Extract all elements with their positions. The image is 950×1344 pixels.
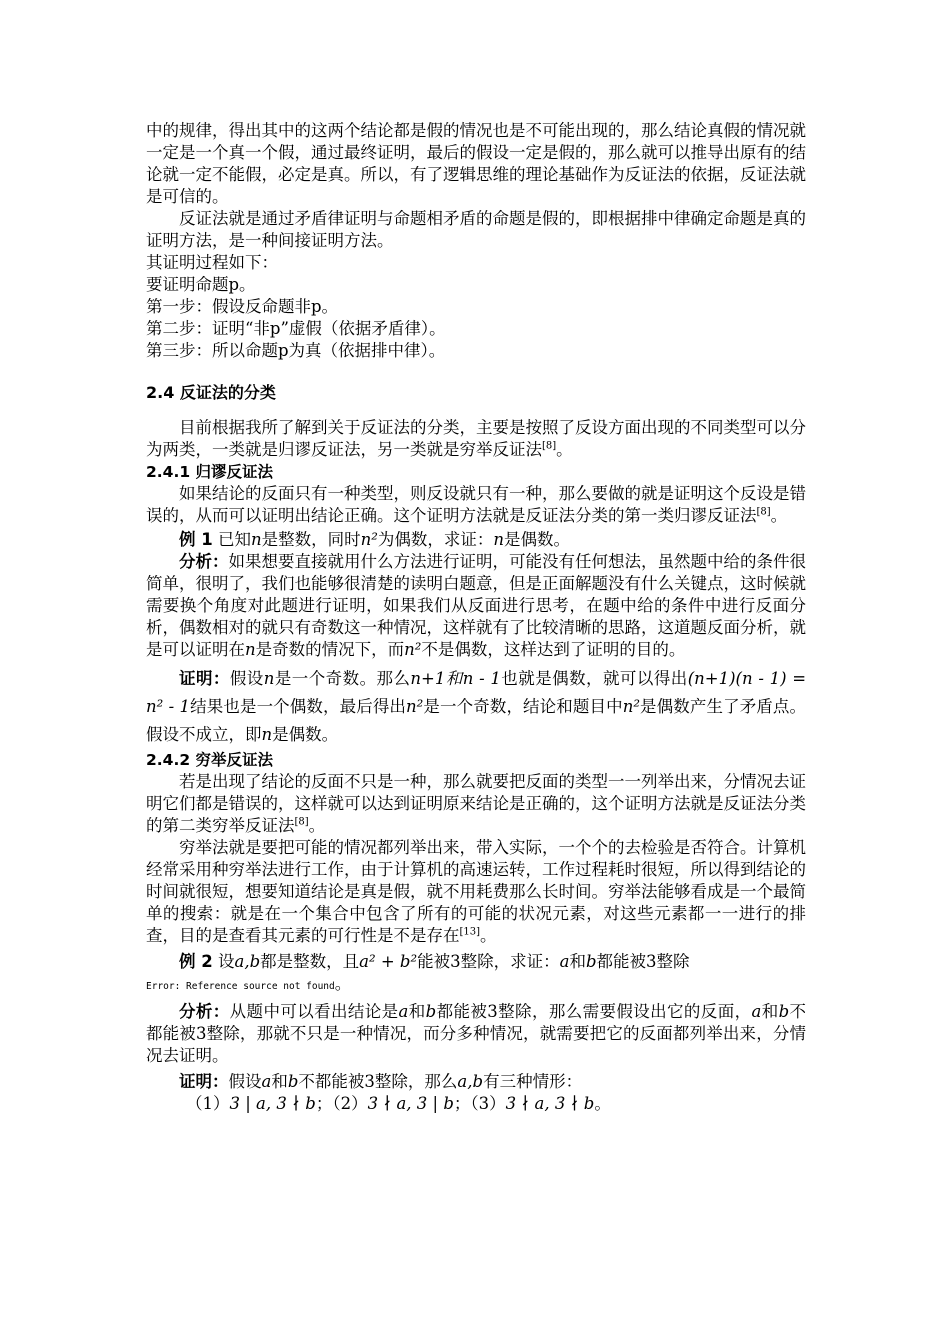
citation: [8] xyxy=(294,816,309,828)
reference-error: Error: Reference source not found xyxy=(146,981,335,992)
section-heading-2-4-1: 2.4.1 归谬反证法 xyxy=(146,463,274,481)
proof-process-line: 其证明过程如下： xyxy=(146,253,278,272)
proof-process-line: 第一步：假设反命题非p。 xyxy=(146,297,339,316)
proof-process-line: 第二步：证明“非p”虚假（依据矛盾律）。 xyxy=(146,319,446,338)
reference-error-line: Error: Reference source not found。 xyxy=(146,974,352,993)
paragraph: 中的规律，得出其中的这两个结论都是假的情况也是不可能出现的，那么结论真假的情况就一定是一个真一个假，通过最终证明，最后的假设一定是假的，那么就可以推导出原有的结论就一定不能假，必定是真。所以，有了逻辑思维的理论基础作为反证法的依据，反证法就是可信的。 xyxy=(146,121,806,206)
paragraph: 穷举法就是要把可能的情况都列举出来，带入实际，一个个的去检验是否符合。计算机经常采用种穷举法进行工作，由于计算机的高速运转，工作过程耗时很短，所以得到结论的时间就很短，想要知道结论是真是假，就不用耗费那么长时间。穷举法能够看成是一个最简单的搜索：就是在一个集合中包含了所有的可能的状况元素，对这些元素都一一进行的排查，目的是查看其元素的可行性是不是存在[13]。 xyxy=(146,838,806,945)
paragraph: 如果结论的反面只有一种类型，则反设就只有一种，那么要做的就是证明这个反设是错误的，从而可以证明出结论正确。这个证明方法就是反证法分类的第一类归谬反证法[8]。 xyxy=(146,484,806,525)
document-page xyxy=(146,120,806,1115)
citation: [8] xyxy=(756,506,771,518)
proof-process-line: 第三步：所以命题p为真（依据排中律）。 xyxy=(146,341,446,360)
example-1: 例 1 已知n是整数，同时n²为偶数，求证：n是偶数。 xyxy=(179,530,571,549)
citation: [8] xyxy=(542,440,557,452)
paragraph: 反证法就是通过矛盾律证明与命题相矛盾的命题是假的，即根据排中律确定命题是真的证明方法，是一种间接证明方法。 xyxy=(146,209,806,250)
proof-2: 证明：假设a和b不都能被3整除，那么a,b有三种情形： xyxy=(179,1072,583,1091)
analysis-2: 分析：从题中可以看出结论是a和b都能被3整除，那么需要假设出它的反面，a和b不都能被3整除，那就不只是一种情况，而分多种情况，就需要把它的反面都列举出来，分情况去证明。 xyxy=(146,1002,807,1065)
proof-1: 证明：假设n是一个奇数。那么n+1和n - 1也就是偶数，就可以得出(n+1)(n - 1) = n² - 1结果也是一个偶数，最后得出n²是一个奇数，结论和题目中n²是偶数产生了矛盾点。假设不成立，即n是偶数。 xyxy=(146,669,807,744)
proof-process-line: 要证明命题p。 xyxy=(146,275,256,294)
cases-line: （1）3 | a, 3 ∤ b；（2）3 ∤ a, 3 | b；（3）3 ∤ a, 3 ∤ b。 xyxy=(186,1094,611,1113)
paragraph: 若是出现了结论的反面不只是一种，那么就要把反面的类型一一列举出来，分情况去证明它们都是错误的，这样就可以达到证明原来结论是正确的，这个证明方法就是反证法分类的第二类穷举反证法[8]。 xyxy=(146,772,806,835)
section-heading-2-4: 2.4 反证法的分类 xyxy=(146,383,276,402)
analysis-1: 分析：如果想要直接就用什么方法进行证明，可能没有任何想法，虽然题中给的条件很简单，很明了，我们也能够很清楚的读明白题意，但是正面解题没有什么关键点，这时候就需要换个角度对此题进行证明，如果我们从反面进行思考，在题中给的条件中进行反面分析，偶数相对的就只有奇数这一种情况，这样就有了比较清晰的思路，这道题反面分析，就是可以证明在n是奇数的情况下，而n²不是偶数，这样达到了证明的目的。 xyxy=(146,552,806,659)
section-heading-2-4-2: 2.4.2 穷举反证法 xyxy=(146,751,274,769)
paragraph: 目前根据我所了解到关于反证法的分类，主要是按照了反设方面出现的不同类型可以分为两类，一类就是归谬反证法，另一类就是穷举反证法[8]。 xyxy=(146,418,806,459)
example-2: 例 2 设a,b都是整数，且a² + b²能被3整除，求证：a和b都能被3整除 xyxy=(179,952,690,971)
citation: [13] xyxy=(459,926,481,938)
